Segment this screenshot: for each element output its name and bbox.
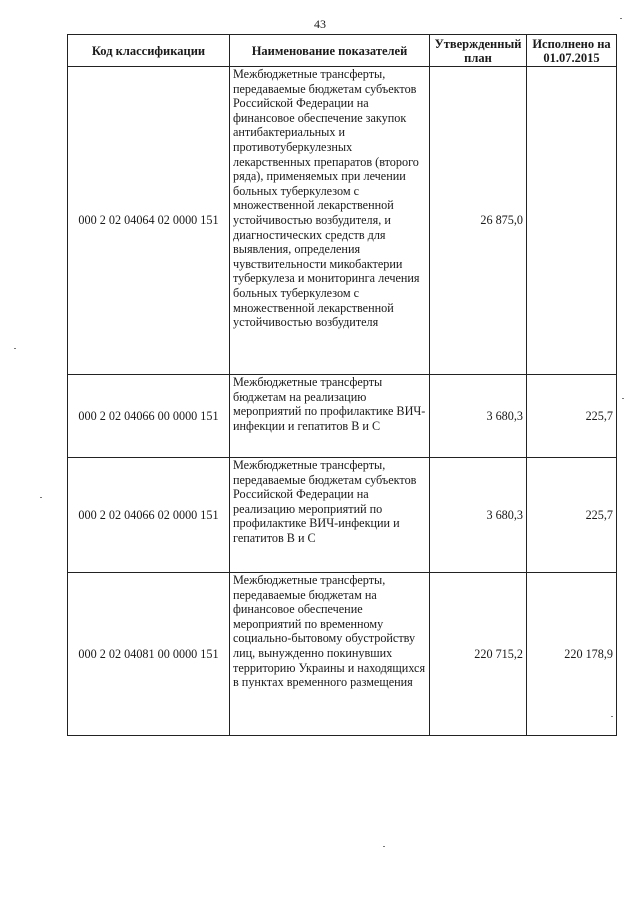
row-name: Межбюджетные трансферты бюджетам на реализацию мероприятий по профилактике ВИЧ-инфекции и гепатитов В и С: [230, 375, 430, 458]
row-code: 000 2 02 04066 02 0000 151: [68, 458, 230, 573]
header-plan-line2: план: [464, 51, 492, 65]
header-done-line2: 01.07.2015: [543, 51, 600, 65]
header-done: [527, 35, 617, 67]
header-code: Код классификации: [68, 35, 230, 67]
header-name: Наименование показателей: [230, 35, 430, 67]
scan-speck: [40, 497, 42, 498]
scan-speck: [14, 348, 16, 349]
row-code: 000 2 02 04064 02 0000 151: [68, 67, 230, 375]
row-plan: 26 875,0: [430, 67, 527, 375]
row-plan: 220 715,2: [430, 573, 527, 736]
row-name: Межбюджетные трансферты, передаваемые бюджетам на финансовое обеспечение мероприятий по временному социально-бытовому обустройству лиц, вынужденно покинувших территорию Украины и находящихся в пунктах временного размещения: [230, 573, 430, 736]
table-row: [68, 573, 617, 736]
table-row: [68, 67, 617, 375]
row-code: 000 2 02 04081 00 0000 151: [68, 573, 230, 736]
row-done: [527, 67, 617, 375]
row-code: 000 2 02 04066 00 0000 151: [68, 375, 230, 458]
table-row: [68, 375, 617, 458]
row-name: Межбюджетные трансферты, передаваемые бюджетам субъектов Российской Федерации на финансовое обеспечение закупок антибактериальных и противотуберкулезных лекарственных препаратов (второго ряда), применяемых при лечении больных туберкулезом с множественной лекарственной устойчивостью возбудителя, и диагностических средств для выявления, определения чувствительности микобактерии туберкулеза и мониторинга лечения больных туберкулезом с множественной лекарственной устойчивостью возбудителя: [230, 67, 430, 375]
table-row: [68, 458, 617, 573]
scan-speck: [611, 716, 613, 717]
header-plan: [430, 35, 527, 67]
scan-speck: [383, 846, 385, 847]
scan-speck: [622, 398, 624, 399]
scan-speck: [620, 18, 622, 19]
page-number: 43: [314, 17, 326, 31]
row-done: 220 178,9: [527, 573, 617, 736]
row-done: 225,7: [527, 458, 617, 573]
row-plan: 3 680,3: [430, 458, 527, 573]
budget-table: [67, 34, 617, 736]
row-done: 225,7: [527, 375, 617, 458]
header-done-line1: Исполнено на: [532, 37, 611, 51]
table-header-row: [68, 35, 617, 67]
row-plan: 3 680,3: [430, 375, 527, 458]
header-plan-line1: Утвержденный: [434, 37, 522, 51]
row-name: Межбюджетные трансферты, передаваемые бюджетам субъектов Российской Федерации на реализацию мероприятий по профилактике ВИЧ-инфекции и гепатитов В и С: [230, 458, 430, 573]
